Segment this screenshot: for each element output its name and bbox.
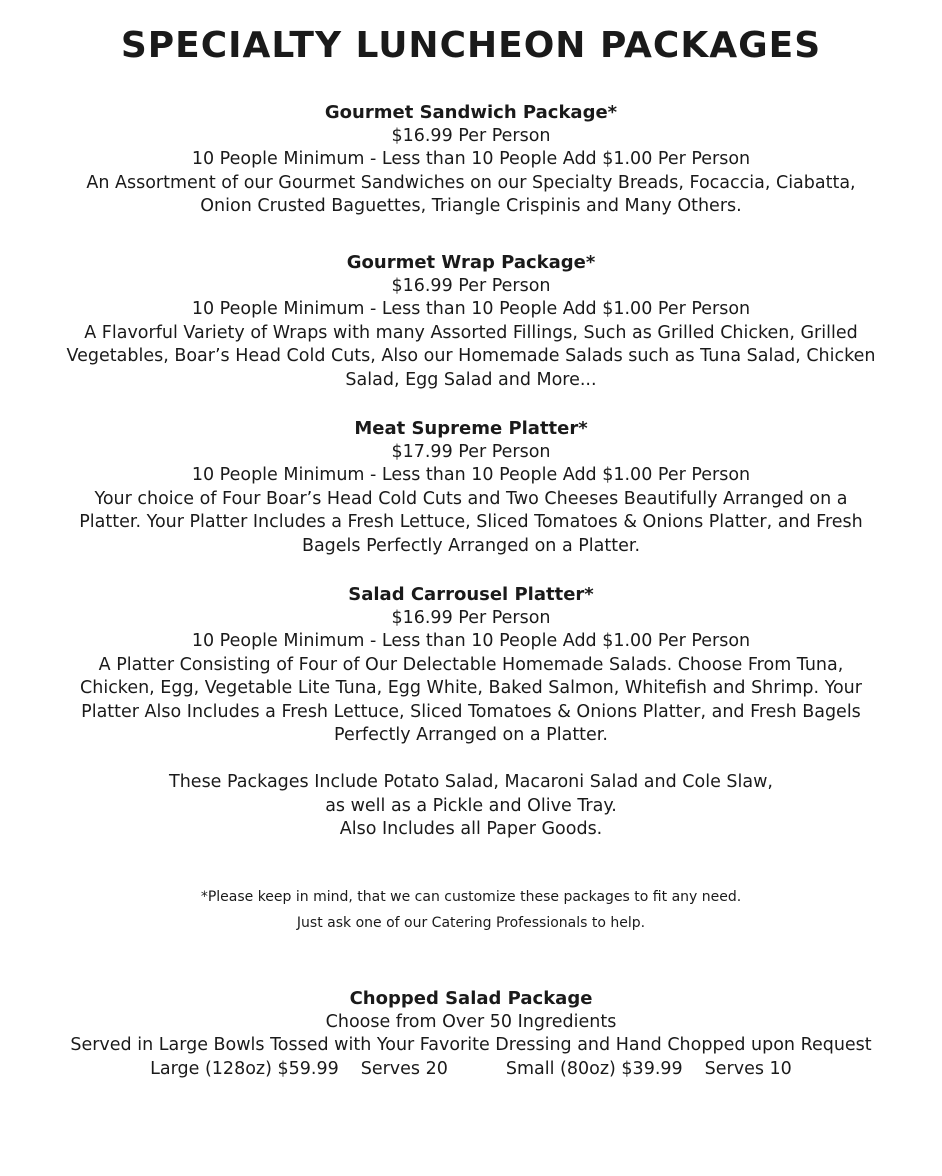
includes-line: These Packages Include Potato Salad, Macaroni Salad and Cole Slaw, bbox=[169, 772, 773, 792]
package-description-line: A Platter Consisting of Four of Our Delectable Homemade Salads. Choose From Tuna, bbox=[98, 654, 844, 675]
package-gourmet-wrap bbox=[20, 251, 922, 392]
package-price: $17.99 Per Person bbox=[391, 441, 551, 462]
small-price: Small (80oz) $39.99 bbox=[505, 1058, 683, 1079]
page-title: SPECIALTY LUNCHEON PACKAGES bbox=[120, 25, 822, 66]
note-line: Just ask one of our Catering Professionals to help. bbox=[296, 915, 646, 931]
package-description-line: Your choice of Four Boar’s Head Cold Cuts and Two Cheeses Beautifully Arranged on a bbox=[94, 488, 848, 509]
customization-note bbox=[20, 884, 922, 936]
package-salad-carrousel bbox=[20, 583, 922, 748]
includes-line: as well as a Pickle and Olive Tray. bbox=[325, 795, 617, 816]
package-description-line: Platter Also Includes a Fresh Lettuce, Sliced Tomatoes & Onions Platter, and Fresh Bagels bbox=[81, 701, 861, 722]
small-serves: Serves 10 bbox=[704, 1058, 792, 1079]
large-price: Large (128oz) $59.99 bbox=[150, 1058, 339, 1079]
package-description-line: Vegetables, Boar’s Head Cold Cuts, Also our Homemade Salads such as Tuna Salad, Chicken bbox=[66, 346, 876, 366]
note-line: *Please keep in mind, that we can customize these packages to fit any need. bbox=[200, 889, 742, 905]
package-name: Gourmet Wrap Package* bbox=[346, 252, 596, 273]
package-name: Meat Supreme Platter* bbox=[354, 418, 588, 439]
package-description-line: A Flavorful Variety of Wraps with many Assorted Fillings, Such as Grilled Chicken, Grilled bbox=[84, 322, 858, 343]
package-description-line: Onion Crusted Baguettes, Triangle Crispinis and Many Others. bbox=[200, 196, 742, 216]
package-description-line: Platter. Your Platter Includes a Fresh Lettuce, Sliced Tomatoes & Onions Platter, and Fresh bbox=[79, 512, 863, 532]
package-description-line: Bagels Perfectly Arranged on a Platter. bbox=[301, 535, 641, 556]
package-price: $16.99 Per Person bbox=[391, 607, 551, 628]
package-gourmet-sandwich bbox=[20, 101, 922, 219]
package-description-line: Salad, Egg Salad and More... bbox=[345, 369, 597, 390]
package-meat-supreme bbox=[20, 417, 922, 558]
package-description-line: Chicken, Egg, Vegetable Lite Tuna, Egg White, Baked Salmon, Whitefish and Shrimp. Your bbox=[80, 678, 862, 698]
package-minimum: 10 People Minimum - Less than 10 People Add $1.00 Per Person bbox=[191, 465, 751, 485]
package-price: $16.99 Per Person bbox=[391, 275, 551, 296]
package-subtitle: Choose from Over 50 Ingredients bbox=[325, 1011, 617, 1032]
large-serves: Serves 20 bbox=[360, 1058, 448, 1079]
includes-block bbox=[20, 771, 922, 842]
package-minimum: 10 People Minimum - Less than 10 People Add $1.00 Per Person bbox=[191, 631, 751, 651]
package-minimum: 10 People Minimum - Less than 10 People Add $1.00 Per Person bbox=[191, 299, 751, 319]
includes-line: Also Includes all Paper Goods. bbox=[339, 819, 603, 839]
package-name: Gourmet Sandwich Package* bbox=[324, 102, 618, 123]
package-description-line: Served in Large Bowls Tossed with Your Favorite Dressing and Hand Chopped upon Request bbox=[70, 1035, 872, 1055]
chopped-salad-pricing bbox=[20, 1058, 922, 1082]
package-price: $16.99 Per Person bbox=[391, 125, 551, 146]
package-description-line: Perfectly Arranged on a Platter. bbox=[334, 725, 608, 745]
package-description-line: An Assortment of our Gourmet Sandwiches on our Specialty Breads, Focaccia, Ciabatta, bbox=[86, 172, 856, 193]
package-name: Salad Carrousel Platter* bbox=[348, 584, 594, 605]
package-minimum: 10 People Minimum - Less than 10 People Add $1.00 Per Person bbox=[191, 149, 751, 169]
package-chopped-salad bbox=[20, 987, 922, 1081]
package-name: Chopped Salad Package bbox=[349, 988, 593, 1009]
